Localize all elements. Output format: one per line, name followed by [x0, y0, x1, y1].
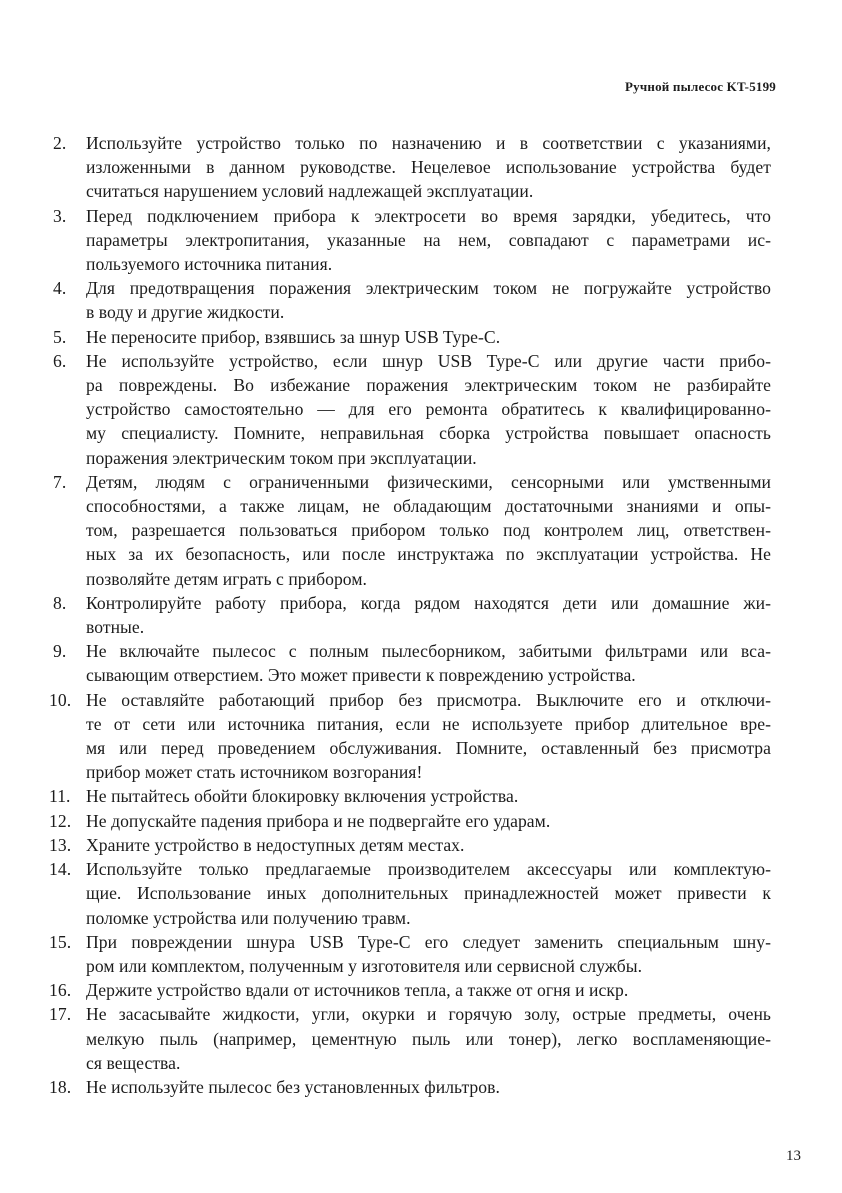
item-number: 8. [53, 592, 67, 613]
list-item [53, 639, 771, 687]
list-item [53, 591, 771, 639]
item-number: 5. [53, 326, 67, 347]
item-line: щие. Использование иных дополнительных принадлежностей может привести к [86, 883, 771, 904]
item-line: сывающим отверстием. Это может привести к повреждению устройства. [86, 665, 636, 686]
item-line: Храните устройство в недоступных детям местах. [86, 834, 465, 855]
item-line: Не оставляйте работающий прибор без присмотра. Выключите его и отключи- [86, 689, 771, 710]
item-line: Не допускайте падения прибора и не подвергайте его ударам. [86, 810, 551, 831]
item-line: вотные. [86, 617, 145, 638]
item-number: 17. [49, 1004, 72, 1025]
item-line: поражения электрическим током при эксплуатации. [86, 447, 477, 468]
item-line: считаться нарушением условий надлежащей эксплуатации. [86, 181, 534, 202]
item-line: Не включайте пылесос с полным пылесборником, забитыми фильтрами или вса- [86, 641, 771, 662]
item-line: Не используйте устройство, если шнур USB Type-C или другие части прибо- [86, 350, 771, 371]
list-item [53, 325, 771, 349]
item-line: прибор может стать источником возгорания! [86, 762, 423, 783]
item-line: позволяйте детям играть с прибором. [86, 568, 367, 589]
item-line: мя или перед проведением обслуживания. Помните, оставленный без присмотра [86, 738, 771, 759]
item-line: ся вещества. [86, 1052, 181, 1073]
item-line: способностями, а также лицам, не обладающим достаточными знаниями и опы- [86, 496, 771, 517]
item-line: Детям, людям с ограниченными физическими, сенсорными или умственными [86, 471, 771, 492]
item-number: 11. [49, 786, 71, 807]
item-line: му специалисту. Помните, неправильная сборка устройства повышает опасность [86, 423, 771, 444]
item-line: мелкую пыль (например, цементную пыль или тонер), легко воспламеняющие- [86, 1028, 771, 1049]
item-number: 2. [53, 133, 67, 153]
item-number: 7. [53, 471, 67, 492]
item-line: ром или комплектом, полученным у изготовителя или сервисной службы. [86, 955, 643, 976]
list-item [49, 857, 771, 930]
list-item [53, 204, 771, 277]
item-line: устройство самостоятельно — для его ремонта обратитесь к квалифицированно- [86, 399, 771, 420]
item-number: 12. [49, 810, 72, 831]
item-line: Не пытайтесь обойти блокировку включения устройства. [86, 786, 519, 807]
item-line: том, разрешается пользоваться прибором только под контролем лиц, ответствен- [86, 520, 771, 541]
document-header-title: Ручной пылесос KT-5199 [625, 79, 776, 94]
item-number: 10. [49, 689, 72, 710]
item-line: те от сети или источника питания, если не используете прибор длительное вре- [86, 713, 771, 734]
list-item [49, 688, 771, 785]
item-line: При повреждении шнура USB Type-C его следует заменить специальным шну- [86, 931, 771, 952]
list-item [49, 930, 771, 978]
item-line: поломке устройства или получению травм. [86, 907, 411, 928]
list-item [49, 809, 771, 833]
list-item [53, 349, 771, 470]
list-item [49, 833, 771, 857]
item-number: 15. [49, 931, 72, 952]
item-number: 13. [49, 834, 72, 855]
item-number: 9. [53, 641, 67, 662]
item-line: Не переносите прибор, взявшись за шнур USB Type-C. [86, 326, 501, 347]
item-line: ных за их безопасность, или после инструктажа по эксплуатации устройства. Не [86, 544, 771, 565]
item-number: 16. [49, 980, 72, 1001]
item-number: 4. [53, 278, 67, 299]
list-item [53, 131, 771, 204]
item-number: 3. [53, 205, 67, 226]
item-line: Не засасывайте жидкости, угли, окурки и горячую золу, острые предметы, очень [86, 1004, 771, 1025]
list-item [49, 784, 771, 808]
item-line: Перед подключением прибора к электросети во время зарядки, убедитесь, что [86, 205, 771, 226]
item-line: Для предотвращения поражения электрическим током не погружайте устройство [86, 278, 771, 299]
item-line: изложенными в данном руководстве. Нецелевое использование устройства будет [86, 157, 771, 178]
item-number: 6. [53, 350, 67, 371]
list-item [49, 1002, 771, 1075]
item-number: 18. [49, 1076, 72, 1097]
item-line: Держите устройство вдали от источников тепла, а также от огня и искр. [86, 980, 629, 1001]
item-number: 14. [49, 859, 72, 880]
item-line: Используйте устройство только по назначению и в соответствии с указаниями, [86, 133, 771, 153]
list-item [53, 276, 771, 324]
list-item [49, 978, 771, 1002]
item-line: ра повреждены. Во избежание поражения электрическим током не разбирайте [86, 375, 771, 396]
item-line: Не используйте пылесос без установленных фильтров. [86, 1076, 500, 1097]
list-item [53, 470, 771, 591]
page-number: 13 [786, 1148, 801, 1164]
safety-instructions-list [0, 131, 842, 1099]
item-line: в воду и другие жидкости. [86, 302, 285, 323]
list-item [49, 1075, 771, 1099]
item-line: параметры электропитания, указанные на нем, совпадают с параметрами ис- [86, 229, 771, 250]
item-line: Контролируйте работу прибора, когда рядом находятся дети или домашние жи- [86, 592, 771, 613]
item-line: Используйте только предлагаемые производителем аксессуары или комплектую- [86, 859, 771, 880]
item-line: пользуемого источника питания. [86, 254, 333, 275]
